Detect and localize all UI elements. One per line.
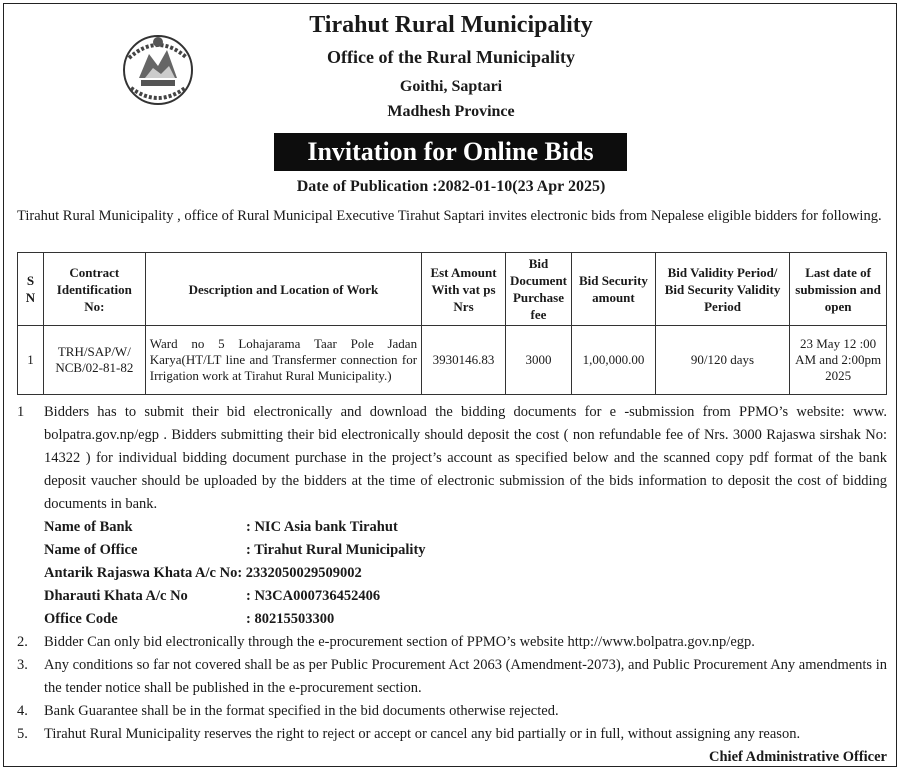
note-number: 1 — [17, 404, 25, 420]
dharauti-label: Dharauti Khata A/c No — [44, 588, 188, 604]
note-number: 5. — [17, 726, 28, 742]
cell-est-amount: 3930146.83 — [422, 326, 506, 395]
note-item — [17, 654, 887, 700]
cell-sn: 1 — [18, 326, 44, 395]
note-item — [17, 723, 887, 746]
bank-name-label: Name of Bank — [44, 519, 133, 535]
cell-bid-security: 1,00,000.00 — [572, 326, 656, 395]
header-description: Description and Location of Work — [145, 253, 421, 326]
bids-table — [17, 252, 887, 395]
cell-last-date: 23 May 12 :00 AM and 2:00pm 2025 — [790, 326, 887, 395]
note-item — [17, 401, 887, 516]
nepal-emblem-icon — [115, 28, 201, 108]
table-row — [18, 326, 887, 395]
note-item — [17, 700, 887, 723]
table-header-row — [18, 253, 887, 326]
note-number: 3. — [17, 657, 28, 673]
publication-date: Date of Publication :2082-01-10(23 Apr 2025) — [296, 178, 606, 195]
bank-name-value: : NIC Asia bank Tirahut — [246, 519, 398, 535]
note-text: Any conditions so far not covered shall be as per Public Procurement Act 2063 (Amendment-2073), and Public Procurement Any amendments in the tender notice shall be published in the e-procurement section. — [44, 657, 887, 696]
office-title: Office of the Rural Municipality — [327, 47, 575, 67]
cell-contract-id: TRH/SAP/W/ NCB/02-81-82 — [43, 326, 145, 395]
note-text: Bidders has to submit their bid electronically and download the bidding documents for e -submission from PPMO’s website: www. bolpatra.gov.np/egp . Bidders submitting their bid electronically should deposit the cost ( non refundable fee of Nrs. 3000 Rajaswa sirshak No: 14322 ) for individual bidding document purchase in the project’s account as specified below and the scanned copy pdf format of the bank deposit vaucher should be uploaded by the bidders at the time of electronic submission of the bids information to deposit the cost of bidding documents in bank. — [44, 404, 887, 512]
office-name-label: Name of Office — [44, 542, 138, 558]
header-bid-security: Bid Security amount — [572, 253, 656, 326]
note-text: Bidder Can only bid electronically through the e-procurement section of PPMO’s website http://www.bolpatra.gov.np/egp. — [44, 634, 755, 650]
cell-validity: 90/120 days — [655, 326, 789, 395]
notes-section — [17, 401, 887, 769]
antarik-account: Antarik Rajaswa Khata A/c No: 2332050029509002 — [44, 565, 362, 581]
location-line: Goithi, Saptari — [399, 78, 503, 95]
office-name-value: : Tirahut Rural Municipality — [246, 542, 426, 558]
province-line: Madhesh Province — [387, 103, 515, 120]
header-contract-id: Contract Identification No: — [43, 253, 145, 326]
note-item — [17, 631, 887, 654]
note-number: 2. — [17, 634, 28, 650]
cell-doc-fee: 3000 — [505, 326, 571, 395]
signature-line: Chief Administrative Officer — [709, 749, 887, 765]
office-code-value: : 80215503300 — [246, 611, 335, 627]
note-number: 4. — [17, 703, 28, 719]
note-text: Tirahut Rural Municipality reserves the right to reject or accept or cancel any bid partially or in full, without assigning any reason. — [44, 726, 801, 742]
municipality-title: Tirahut Rural Municipality — [309, 12, 593, 38]
intro-paragraph: Tirahut Rural Municipality , office of Rural Municipal Executive Tirahut Saptari invites electronic bids from Nepalese eligible bidders for following. — [17, 208, 882, 224]
header-validity: Bid Validity Period/ Bid Security Validity Period — [655, 253, 789, 326]
header-est-amount: Est Amount With vat ps Nrs — [422, 253, 506, 326]
bank-details — [17, 516, 887, 631]
header-sn: S N — [18, 253, 44, 326]
note-text: Bank Guarantee shall be in the format specified in the bid documents otherwise rejected. — [44, 703, 559, 719]
cell-description: Ward no 5 Lohajarama Taar Pole Jadan Karya(HT/LT line and Transfermer connection for Irrigation work at Tirahut Rural Municipality.) — [145, 326, 421, 395]
header-last-date: Last date of submission and open — [790, 253, 887, 326]
dharauti-value: : N3CA000736452406 — [246, 588, 381, 604]
office-code-label: Office Code — [44, 611, 118, 627]
header-doc-fee: Bid Document Purchase fee — [505, 253, 571, 326]
invitation-banner: Invitation for Online Bids — [274, 133, 627, 171]
